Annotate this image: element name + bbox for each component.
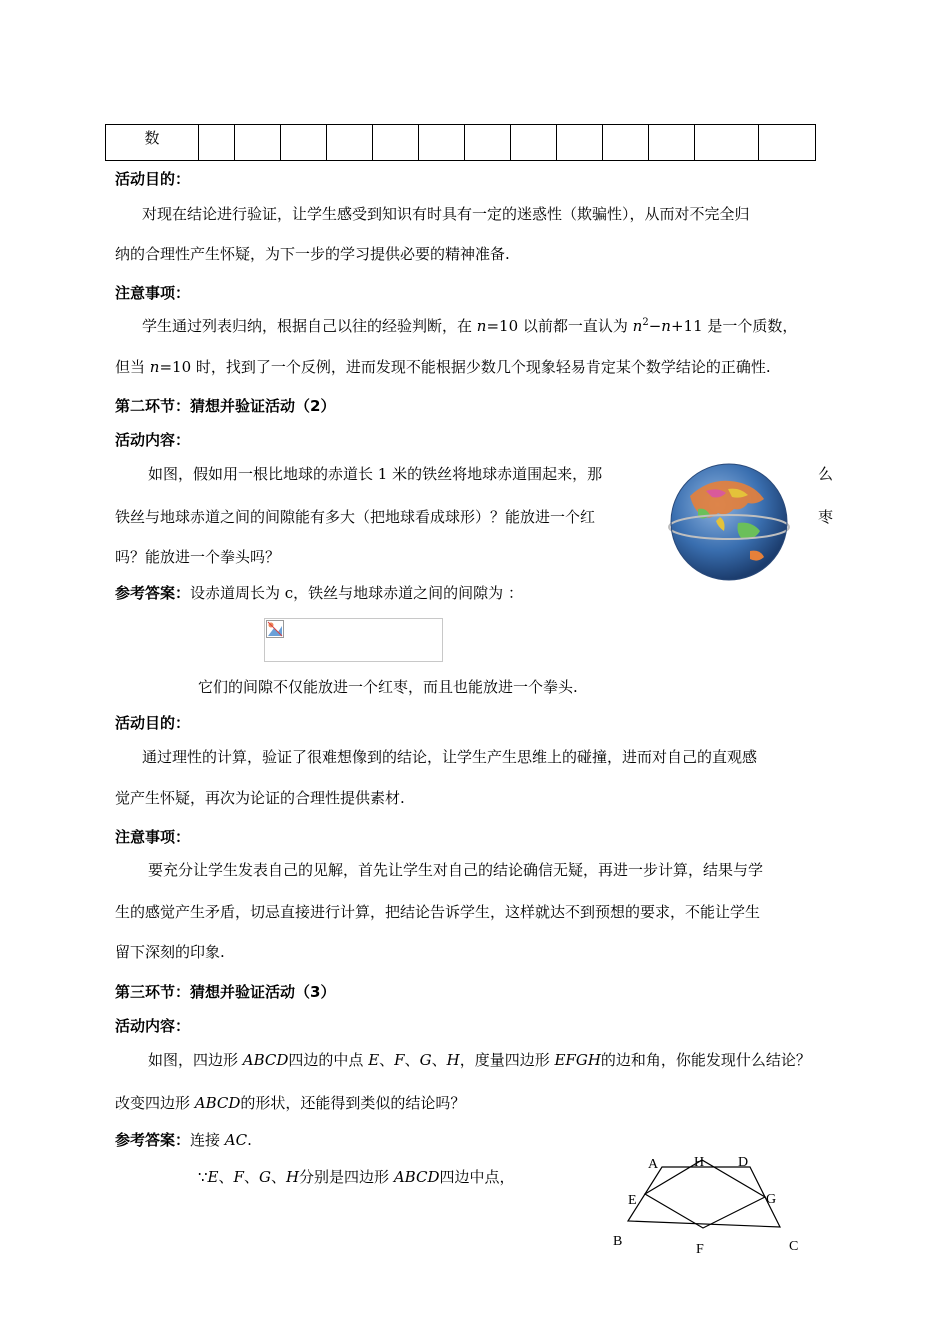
- paragraph-line: 对现在结论进行验证，让学生感受到知识有时具有一定的迷惑性（欺骗性），从而对不完全归: [142, 205, 750, 223]
- table-cell: [510, 125, 557, 160]
- table-cell: [372, 125, 419, 160]
- paragraph-line: ∵E、F、G、H分别是四边形 ABCD四边中点，: [198, 1168, 515, 1186]
- answer-line: 参考答案：设赤道周长为 c，铁丝与地球赤道之间的间隙为 ：: [115, 584, 523, 602]
- paragraph-line: 铁丝与地球赤道之间的间隙能有多大（把地球看成球形）？能放进一个红: [115, 508, 596, 526]
- paragraph-line: 留下深刻的印象.: [115, 943, 225, 961]
- paragraph-line: 吗？能放进一个拳头吗？: [115, 548, 281, 566]
- section-heading: 活动目的：: [115, 714, 191, 732]
- table-cell: [648, 125, 695, 160]
- label-H: H: [694, 1155, 705, 1170]
- quadrilateral-diagram: [600, 1145, 820, 1260]
- answer-line: 参考答案：连接 AC.: [115, 1131, 252, 1149]
- section-heading: 活动目的：: [115, 170, 191, 188]
- label-F: F: [696, 1242, 704, 1257]
- broken-image-icon: [266, 620, 284, 638]
- label-B: B: [613, 1234, 623, 1249]
- table-cell-first: 数: [144, 129, 160, 147]
- paragraph-line: 改变四边形 ABCD的形状，还能得到类似的结论吗？: [115, 1094, 466, 1112]
- table-cell: [694, 125, 759, 160]
- paragraph-line: 但当 n=10 时，找到了一个反例，进而发现不能根据少数几个现象轻易肯定某个数学结论的正确性.: [115, 358, 771, 376]
- paragraph-line-end: 枣: [818, 508, 834, 526]
- section-heading: 活动内容：: [115, 1017, 191, 1035]
- table-cell: [556, 125, 603, 160]
- paragraph-line: 如图，假如用一根比地球的赤道长 1 米的铁丝将地球赤道围起来，那: [148, 465, 603, 483]
- paragraph-line: 要充分让学生发表自己的见解，首先让学生对自己的结论确信无疑，再进一步计算，结果与学: [148, 861, 764, 879]
- section-heading: 注意事项：: [115, 828, 191, 846]
- data-table-row: [105, 124, 816, 161]
- earth-globe-image: [668, 461, 790, 583]
- table-cell: [326, 125, 373, 160]
- label-C: C: [789, 1239, 799, 1254]
- label-D: D: [738, 1155, 749, 1170]
- label-G: G: [766, 1192, 777, 1207]
- paragraph-line-end: 么: [818, 465, 834, 483]
- table-cell: [758, 125, 816, 160]
- paragraph-line: 纳的合理性产生怀疑，为下一步的学习提供必要的精神准备.: [115, 245, 510, 263]
- table-cell: [602, 125, 649, 160]
- formula-image-placeholder: [264, 618, 443, 662]
- label-A: A: [648, 1157, 659, 1172]
- stage-heading: 第二环节：猜想并验证活动（2）: [115, 397, 336, 415]
- paragraph-line: 学生通过列表归纳，根据自己以往的经验判断，在 n=10 以前都一直认为 $n^2-n+11$ 是一个质数，: [142, 317, 798, 335]
- table-cell: [198, 125, 235, 160]
- table-cell: [418, 125, 465, 160]
- paragraph-line: 它们的间隙不仅能放进一个红枣，而且也能放进一个拳头.: [198, 678, 578, 696]
- table-cell: [234, 125, 281, 160]
- paragraph-line: 觉产生怀疑，再次为论证的合理性提供素材.: [115, 789, 405, 807]
- table-cell: [280, 125, 327, 160]
- section-heading: 活动内容：: [115, 431, 191, 449]
- section-heading: 注意事项：: [115, 284, 191, 302]
- label-E: E: [628, 1193, 637, 1208]
- paragraph-line: 生的感觉产生矛盾，切忌直接进行计算，把结论告诉学生，这样就达不到预想的要求，不能让学生: [115, 903, 761, 921]
- paragraph-line: 通过理性的计算，验证了很难想像到的结论，让学生产生思维上的碰撞，进而对自己的直观感: [142, 748, 758, 766]
- paragraph-line: 如图，四边形 ABCD四边的中点 E、F、G、H，度量四边形 EFGH的边和角，你能发现什么结论？: [148, 1051, 811, 1069]
- table-cell: [464, 125, 511, 160]
- stage-heading: 第三环节：猜想并验证活动（3）: [115, 983, 336, 1001]
